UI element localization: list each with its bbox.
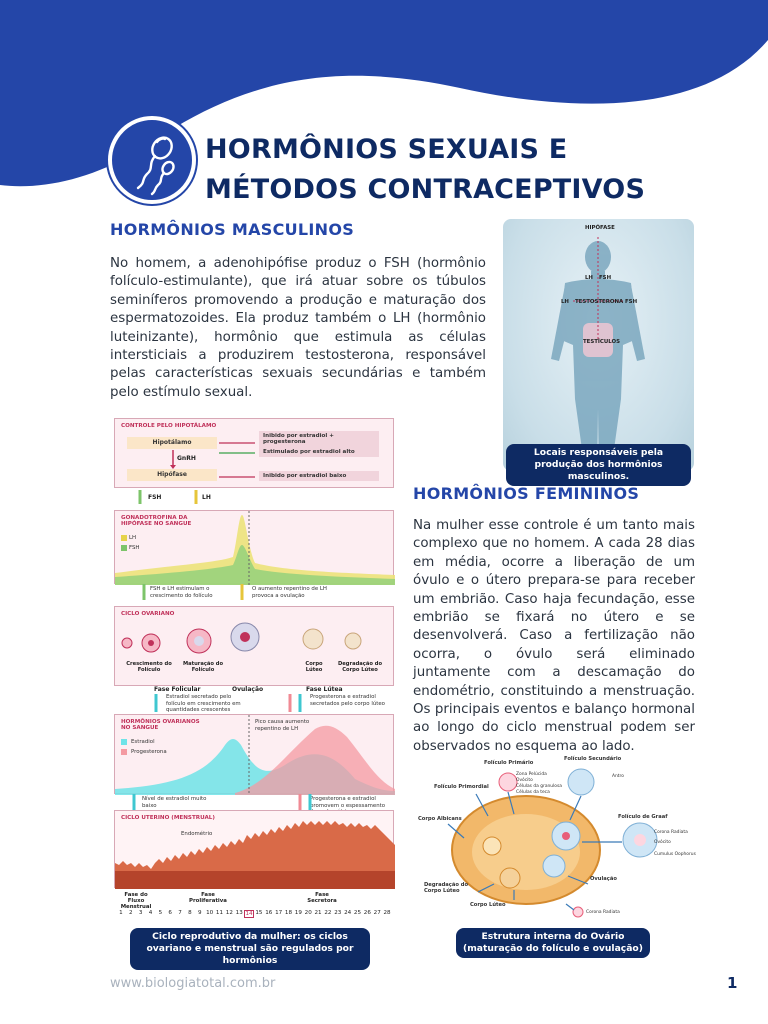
page-title bbox=[205, 130, 745, 210]
day-tick: 17 bbox=[275, 910, 283, 916]
title-line-2: MÉTODOS CONTRACEPTIVOS bbox=[205, 174, 646, 205]
ov-foliculo-graaf: Folículo de Graaf bbox=[618, 814, 668, 820]
promovem-note: Progesterona e estradiol promovem o espessamento bbox=[310, 796, 386, 809]
estradiol-secretado-note: Estradiol secretado pelo folículo em crescimento em quantidades crescentes bbox=[166, 694, 241, 713]
day-tick: 25 bbox=[353, 910, 362, 916]
day-tick: 13 bbox=[235, 910, 243, 916]
nivel-note: Nível de estradiol muito baixo bbox=[142, 796, 207, 809]
female-hormones-paragraph: Na mulher esse controle é um tanto mais complexo que no homem. A cada 28 dias em média, ocorre a liberação de um óvulo e o útero prepara-se para receber um embrião. Caso haja fecundação, esse embrião se fixará no útero e se desenvolverá. Caso a fertilização não ocorra, o óvulo será eliminado juntamente com a descamação do endométrio, constituindo a menstruação. Os principais eventos e balanço hormonal ao longo do ciclo menstrual podem ser observados no esquema ao lado. bbox=[413, 518, 695, 754]
ovarian-cycle-panel bbox=[114, 606, 394, 686]
male-hormones-heading: HORMÔNIOS MASCULINOS bbox=[110, 220, 355, 239]
day-tick: 5 bbox=[158, 910, 163, 916]
aumento-note: O aumento repentino de LH provoca a ovulação bbox=[252, 586, 327, 599]
male-figure-caption: Locais responsáveis pela produção dos hormônios masculinos. bbox=[506, 444, 691, 486]
male-hormones-paragraph: No homem, a adenohipófise produz o FSH (hormônio folículo-estimulante), que irá atuar sobre os túbulos seminíferos promovendo a produção e maturação dos espermatozoides. Ela produz também o LH (hormônio luteinizante), hormônio que estimula as células intersticiais a produzirem testosterona, responsável pelas características sexuais secundárias e também pelo estímulo sexual. bbox=[110, 256, 486, 400]
ov-ovulacao: Ovulação bbox=[590, 876, 617, 882]
fase-secretora-label: Fase Secretora bbox=[307, 892, 337, 904]
ov-ovocito: Ovócito bbox=[516, 778, 533, 783]
ov-foliculo-primario: Folículo Primário bbox=[484, 760, 534, 766]
uterino-title: CICLO UTERINO (MENSTRUAL) bbox=[121, 815, 215, 821]
male-body-figure bbox=[503, 219, 694, 471]
hypothalamus-control-panel bbox=[114, 418, 394, 488]
fase-proliferativa-label: Fase Proliferativa bbox=[189, 892, 227, 904]
inibido-estradiol-progesterona: Inibido por estradiol + progesterona bbox=[259, 431, 379, 447]
ovary-structure-figure bbox=[418, 754, 696, 920]
day-tick: 6 bbox=[168, 910, 172, 916]
fase-lutea-label: Fase Lútea bbox=[306, 686, 343, 693]
fase-menstrual-label: Fase do Fluxo Menstrual bbox=[120, 892, 152, 910]
ov-celulas-granulosa: Células da granulosa bbox=[516, 784, 562, 789]
day-tick: 20 bbox=[304, 910, 312, 916]
ov-celulas-teca: Células da teca bbox=[516, 790, 550, 795]
label-testosterona: TESTOSTERONA bbox=[575, 299, 624, 305]
gonadotrophin-panel bbox=[114, 510, 394, 584]
hipotalamo-box: Hipotálamo bbox=[127, 437, 217, 449]
ovarianos-title: HORMÔNIOS OVARIANOS NO SANGUE bbox=[121, 719, 200, 731]
ov-ovocito-2: Ovócito bbox=[654, 840, 671, 845]
control-title: CONTROLE PELO HIPOTÁLAMO bbox=[121, 423, 217, 429]
day-tick: 19 bbox=[294, 910, 302, 916]
day-tick: 10 bbox=[206, 910, 214, 916]
ov-foliculo-secundario: Folículo Secundário bbox=[564, 756, 622, 762]
title-line-1: HORMÔNIOS SEXUAIS E bbox=[205, 134, 568, 165]
gnrh-label: GnRH bbox=[177, 455, 196, 462]
ovary-figure-caption: Estrutura interna do Ovário (maturação do folículo e ovulação) bbox=[456, 928, 650, 958]
ovulacao-label: Ovulação bbox=[232, 686, 264, 693]
label-degradacao: Degradação do Corpo Lúteo bbox=[337, 661, 383, 673]
day-tick: 4 bbox=[148, 910, 153, 916]
label-lh: LH bbox=[585, 275, 593, 281]
day-tick: 16 bbox=[265, 910, 273, 916]
menstrual-cycle-figure bbox=[114, 418, 394, 923]
label-crescimento: Crescimento do Folículo bbox=[126, 661, 172, 673]
ov-corpo-luteo: Corpo Lúteo bbox=[470, 902, 506, 908]
day-tick: 14 bbox=[245, 911, 253, 917]
legend-progesterona: Progesterona bbox=[131, 749, 167, 755]
day-tick: 2 bbox=[128, 910, 133, 916]
hipofase-box: Hipófase bbox=[127, 469, 217, 481]
estimulado-estradiol-alto: Estimulado por estradiol alto bbox=[259, 447, 379, 457]
label-maturacao: Maturação do Folículo bbox=[182, 661, 224, 673]
day-axis bbox=[116, 910, 392, 920]
female-hormones-heading: HORMÔNIOS FEMININOS bbox=[413, 484, 640, 503]
label-testiculos: TESTÍCULOS bbox=[583, 339, 620, 345]
day-tick: 21 bbox=[314, 910, 322, 916]
day-tick: 12 bbox=[225, 910, 233, 916]
day-tick: 22 bbox=[324, 910, 332, 916]
day-tick: 7 bbox=[178, 910, 182, 916]
legend-fsh: FSH bbox=[129, 545, 140, 551]
fase-folicular-label: Fase Folicular bbox=[154, 686, 201, 693]
sperm-cells-icon bbox=[108, 116, 196, 204]
day-tick: 28 bbox=[383, 910, 391, 916]
gonadotrofina-title: GONADOTROFINA DA HIPÓFASE NO SANGUE bbox=[121, 515, 192, 527]
label-fsh: FSH bbox=[599, 275, 612, 281]
uterine-cycle-panel bbox=[114, 810, 394, 888]
ov-corona-radiata-2: Corona Radiata bbox=[586, 910, 620, 915]
legend-estradiol: Estradiol bbox=[131, 739, 155, 745]
label-corpo-luteo: Corpo Lúteo bbox=[305, 661, 323, 673]
day-tick: 3 bbox=[138, 910, 143, 916]
ciclo-ovariano-title: CICLO OVARIANO bbox=[121, 611, 175, 617]
label-hipofase: HIPÓFASE bbox=[585, 225, 615, 231]
fsh-lh-note: FSH e LH estimulam o crescimento do folículo bbox=[150, 586, 213, 599]
ov-zona-pelucida: Zona Pelúcida bbox=[516, 772, 547, 777]
label-lh-left: LH bbox=[561, 299, 569, 305]
ov-corona-radiata: Corona Radiata bbox=[654, 830, 688, 835]
day-tick: 15 bbox=[255, 910, 263, 916]
ov-foliculo-primordial: Folículo Primordial bbox=[434, 784, 489, 790]
day-tick: 9 bbox=[197, 910, 202, 916]
page-number: 1 bbox=[727, 974, 738, 992]
endometrio-label: Endométrio bbox=[181, 831, 213, 837]
day-tick: 1 bbox=[119, 910, 123, 916]
day-tick: 23 bbox=[334, 910, 342, 916]
day-tick: 18 bbox=[284, 910, 293, 916]
day-tick: 27 bbox=[373, 910, 381, 916]
day-tick: 8 bbox=[188, 910, 192, 916]
day-tick: 24 bbox=[344, 910, 352, 916]
ov-corpo-albicans: Corpo Albicans bbox=[418, 816, 462, 822]
lh-arrow-label: LH bbox=[202, 494, 211, 501]
day-tick: 26 bbox=[363, 910, 371, 916]
legend-lh: LH bbox=[129, 535, 137, 541]
day-tick: 11 bbox=[215, 910, 224, 916]
label-fsh-right: FSH bbox=[625, 299, 638, 305]
pico-note: Pico causa aumento repentino de LH bbox=[255, 719, 310, 732]
inibido-estradiol-baixo: Inibido por estradiol baixo bbox=[259, 471, 379, 481]
ov-antro: Antro bbox=[612, 774, 624, 779]
cycle-figure-caption: Ciclo reprodutivo da mulher: os ciclos ovariano e menstrual são regulados por hormônios bbox=[130, 928, 370, 970]
fsh-arrow-label: FSH bbox=[148, 494, 162, 501]
ov-cumulus: Cumulus Oophorus bbox=[654, 852, 696, 857]
ovarian-hormones-panel bbox=[114, 714, 394, 794]
progesterona-secretados-note: Progesterona e estradiol secretados pelo corpo lúteo bbox=[310, 694, 385, 707]
ov-degradacao: Degradação do Corpo Lúteo bbox=[424, 882, 469, 894]
footer-website-link[interactable]: www.biologiatotal.com.br bbox=[110, 976, 276, 991]
